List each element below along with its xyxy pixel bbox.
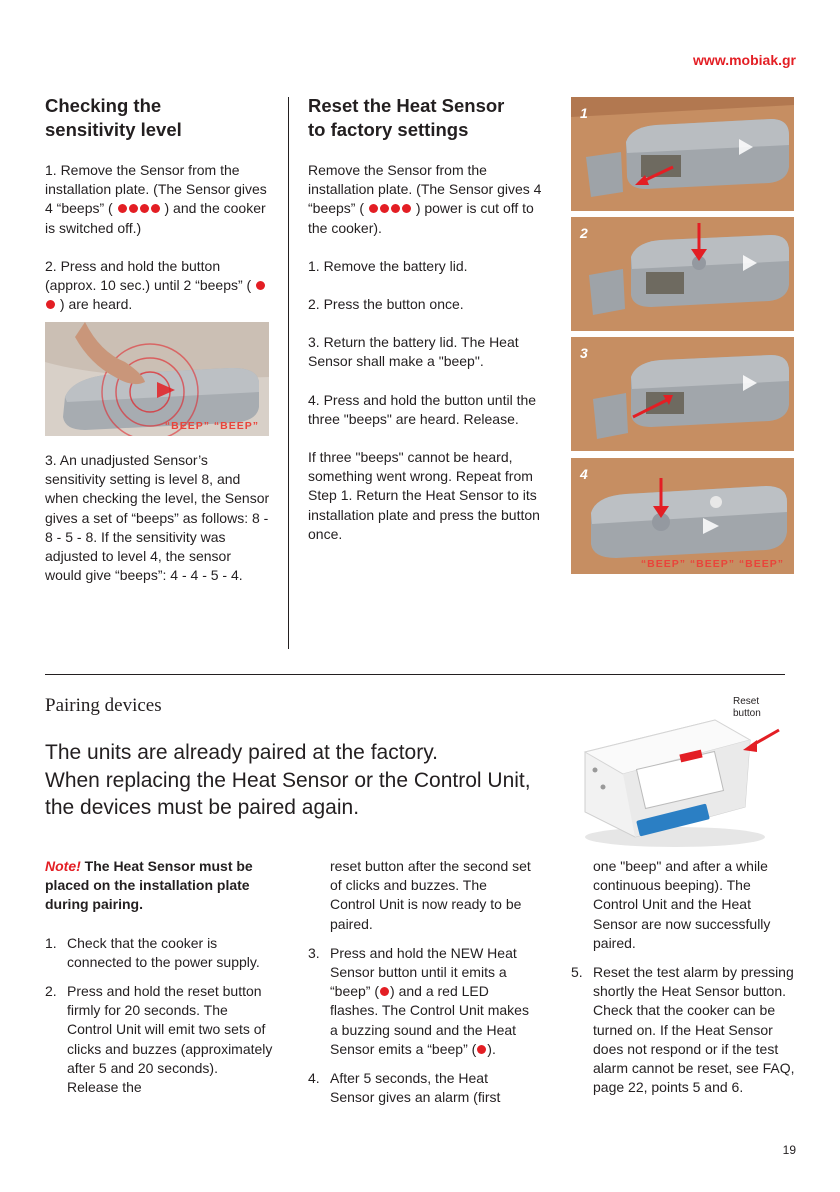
pairing-list-2: [308, 857, 533, 1107]
sensor-press-photo: [45, 322, 269, 436]
reset-step-2: 2. Press the button once.: [308, 296, 464, 313]
beep-dot-icon: [380, 987, 389, 996]
step-number-3: 3: [580, 345, 588, 361]
pairing-item-4-cont: one "beep" and after a while continuous beeping). The Control Unit and the Heat Sensor are now successfully paired.: [593, 858, 771, 951]
pairing-item-2-cont: reset button after the second set of clicks and buzzes. The Control Unit is now ready to be paired.: [330, 858, 531, 932]
reset-button-label: Reset button: [733, 696, 761, 719]
section-divider: [45, 674, 785, 675]
step-2-illustration: [571, 217, 794, 331]
pairing-col-3: [571, 857, 796, 1107]
step-image-4: [571, 458, 794, 574]
step-image-3: [571, 337, 794, 451]
beep-dot-icon: [402, 204, 411, 213]
beep-caption: “BEEP” “BEEP” “BEEP”: [640, 558, 784, 570]
pairing-col-1: [45, 857, 273, 1107]
step-image-1: [571, 97, 794, 211]
beep-dot-icon: [46, 300, 55, 309]
sensitivity-step-3: 3. An unadjusted Sensor’s sensitivity setting is level 8, and when checking the level, the Sensor gives a set of “beeps” as follows: 8 - 8 - 5 - 8. If the sensitivity was adjusted to level 4, the sensor would give “beeps”: 4 - 4 - 5 - 4.: [45, 452, 270, 584]
pairing-item-2: 2. Press and hold the reset button firmly for 20 seconds. The Control Unit will emit two sets of clicks and buzzes (approximately after 5 and 20 seconds). Release the: [45, 983, 273, 1096]
reset-section: [308, 94, 548, 544]
reset-intro: Remove the Sensor from the installation plate. (The Sensor gives 4 “beeps” ( ) power is cut off to the cooker).: [308, 162, 542, 236]
beep-dot-icon: [380, 204, 389, 213]
pairing-list-3: [571, 857, 796, 1097]
step-1-illustration: [571, 97, 794, 211]
sensitivity-section: [45, 94, 270, 314]
beep-dot-icon: [151, 204, 160, 213]
reset-title-line2: to factory settings: [308, 119, 469, 140]
beep-caption: “BEEP” “BEEP”: [164, 420, 259, 432]
reset-title: [308, 94, 548, 142]
control-unit-illustration: [575, 712, 785, 847]
reset-step-3: 3. Return the battery lid. The Heat Sensor shall make a "beep".: [308, 334, 519, 370]
beep-dot-icon: [129, 204, 138, 213]
control-unit-photo: [575, 712, 785, 847]
beep-dot-icon: [369, 204, 378, 213]
reset-note: If three "beeps" cannot be heard, something went wrong. Repeat from Step 1. Return the Heat Sensor to its installation plate and press the button once.: [308, 449, 540, 542]
reset-step-1: 1. Remove the battery lid.: [308, 257, 468, 274]
pairing-list-1: [45, 934, 273, 1098]
beep-dot-icon: [256, 281, 265, 290]
step-4-illustration: [571, 458, 794, 574]
reset-step-4: 4. Press and hold the button until the three "beeps" are heard. Release.: [308, 391, 537, 427]
beep-dot-icon: [391, 204, 400, 213]
pairing-note: Note! The Heat Sensor must be placed on the installation plate during pairing.: [45, 858, 253, 913]
pairing-item-1: 1. Check that the cooker is connected to the power supply.: [45, 934, 260, 970]
column-divider: [288, 97, 289, 649]
pairing-item-3: 3. Press and hold the NEW Heat Sensor button until it emits a “beep” ( ) and a red LED flashes. The Control Unit makes a buzzing sound and the Heat Sensor emits a “beep” ( ).: [308, 944, 529, 1057]
note-label: Note!: [45, 858, 81, 874]
sensor-press-illustration: [45, 322, 269, 436]
pairing-item-4: 4. After 5 seconds, the Heat Sensor gives an alarm (first: [308, 1070, 501, 1106]
sensitivity-step-2: 2. Press and hold the button (approx. 10 sec.) until 2 “beeps” ( ) are heard.: [45, 257, 270, 315]
beep-dot-icon: [140, 204, 149, 213]
sensitivity-title-line1: Checking the: [45, 95, 162, 116]
beep-dot-icon: [118, 204, 127, 213]
pairing-title: Pairing devices: [45, 695, 162, 716]
step-3-illustration: [571, 337, 794, 451]
sensitivity-steps: [45, 161, 270, 314]
step-number-4: 4: [580, 466, 588, 482]
step-image-2: [571, 217, 794, 331]
step-number-2: 2: [580, 225, 588, 241]
page-number: 19: [782, 1143, 796, 1157]
sensitivity-title: [45, 94, 270, 142]
reset-steps: [308, 161, 548, 544]
website-url[interactable]: www.mobiak.gr: [693, 52, 796, 68]
beep-dot-icon: [477, 1045, 486, 1054]
sensitivity-step-1: 1. Remove the Sensor from the installation plate. (The Sensor gives 4 “beeps” ( ) and the cooker is switched off.): [45, 162, 267, 236]
reset-title-line1: Reset the Heat Sensor: [308, 95, 505, 116]
sensitivity-title-line2: sensitivity level: [45, 119, 182, 140]
step-number-1: 1: [580, 105, 588, 121]
pairing-heading: The units are already paired at the factory. When replacing the Heat Sensor or the Control Unit, the devices must be paired again.: [45, 741, 531, 819]
pairing-col-2: [308, 857, 533, 1117]
pairing-item-5: 5. Reset the test alarm by pressing shortly the Heat Sensor button. Check that the cooker can be turned on. If the Heat Sensor does not respond or if the test alarm cannot be reset, see FAQ, page 22, points 5 and 6.: [571, 964, 795, 1096]
